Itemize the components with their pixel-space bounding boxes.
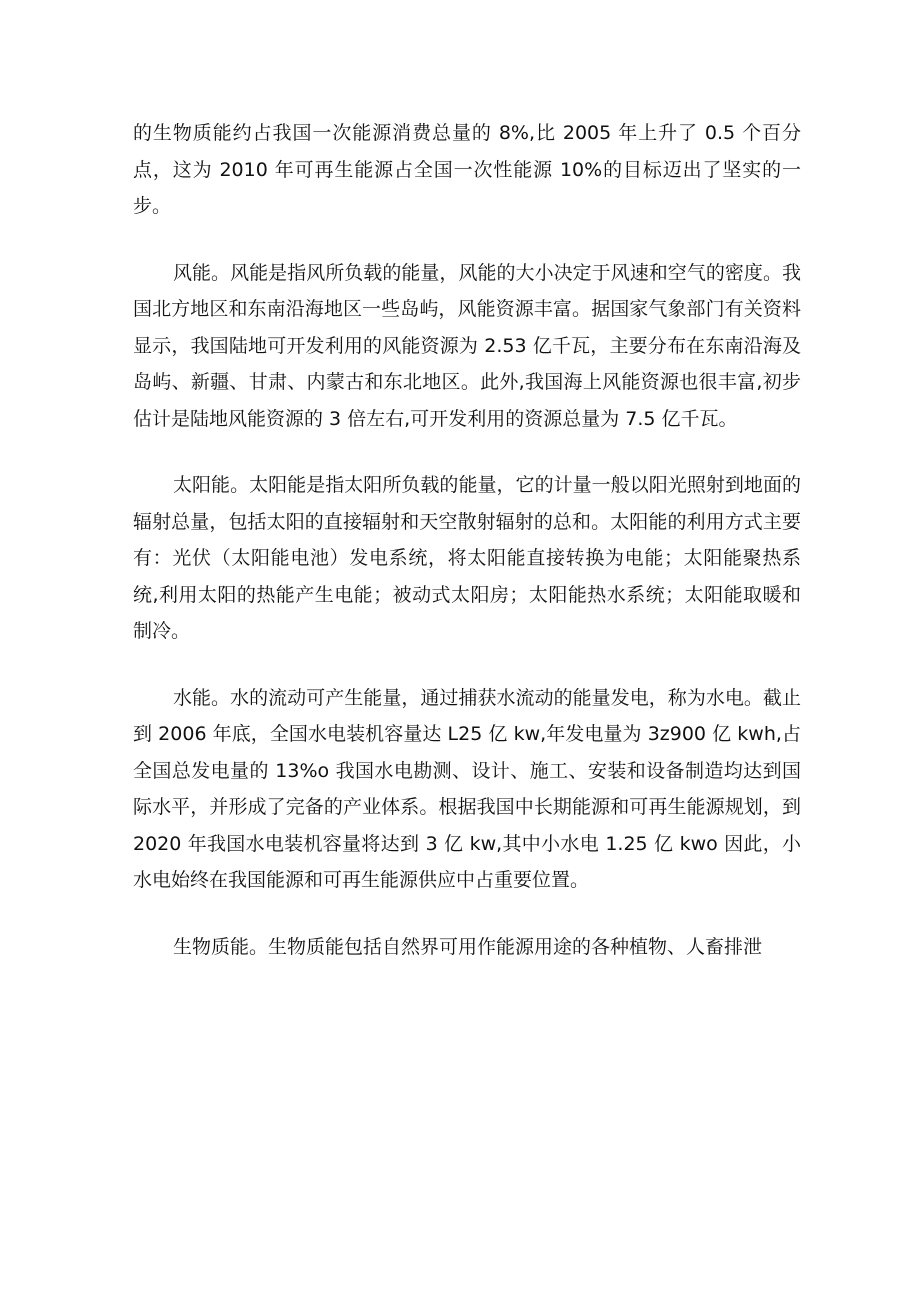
paragraph-hydro-energy: 水能。水的流动可产生能量，通过捕获水流动的能量发电，称为水电。截止到 2006 年底，全国水电装机容量达 L25 亿 kw,年发电量为 3z900 亿 kwh,占全国总发电量的 13%o 我国水电勘测、设计、施工、安装和设备制造均达到国际水平，并形成了完备的产业体系。根据我国中长期能源和可再生能源规划，到 2020 年我国水电装机容量将达到 3 亿 kw,其中小水电 1.25 亿 kwo 因此，小水电始终在我国能源和可再生能源供应中占重要位置。 bbox=[133, 686, 801, 891]
paragraph-biomass-continued: 的生物质能约占我国一次能源消费总量的 8%,比 2005 年上升了 0.5 个百分点，这为 2010 年可再生能源占全国一次性能源 10%的目标迈出了坚实的一步。 bbox=[133, 122, 801, 217]
paragraph-wind-energy: 风能。风能是指风所负载的能量，风能的大小决定于风速和空气的密度。我国北方地区和东南沿海地区一些岛屿，风能资源丰富。据国家气象部门有关资料显示，我国陆地可开发利用的风能资源为 2.53 亿千瓦，主要分布在东南沿海及岛屿、新疆、甘肃、内蒙古和东北地区。此外,我国海上风能资源也很丰富,初步估计是陆地风能资源的 3 倍左右,可开发利用的资源总量为 7.5 亿千瓦。 bbox=[133, 261, 801, 430]
paragraph-biomass-energy: 生物质能。生物质能包括自然界可用作能源用途的各种植物、人畜排泄 bbox=[173, 935, 763, 958]
document-body bbox=[133, 115, 801, 995]
paragraph-solar-energy: 太阳能。太阳能是指太阳所负载的能量，它的计量一般以阳光照射到地面的辐射总量，包括太阳的直接辐射和天空散射辐射的总和。太阳能的利用方式主要有：光伏（太阳能电池）发电系统，将太阳能直接转换为电能；太阳能聚热系统,利用太阳的热能产生电能；被动式太阳房；太阳能热水系统；太阳能取暖和制冷。 bbox=[133, 474, 801, 642]
